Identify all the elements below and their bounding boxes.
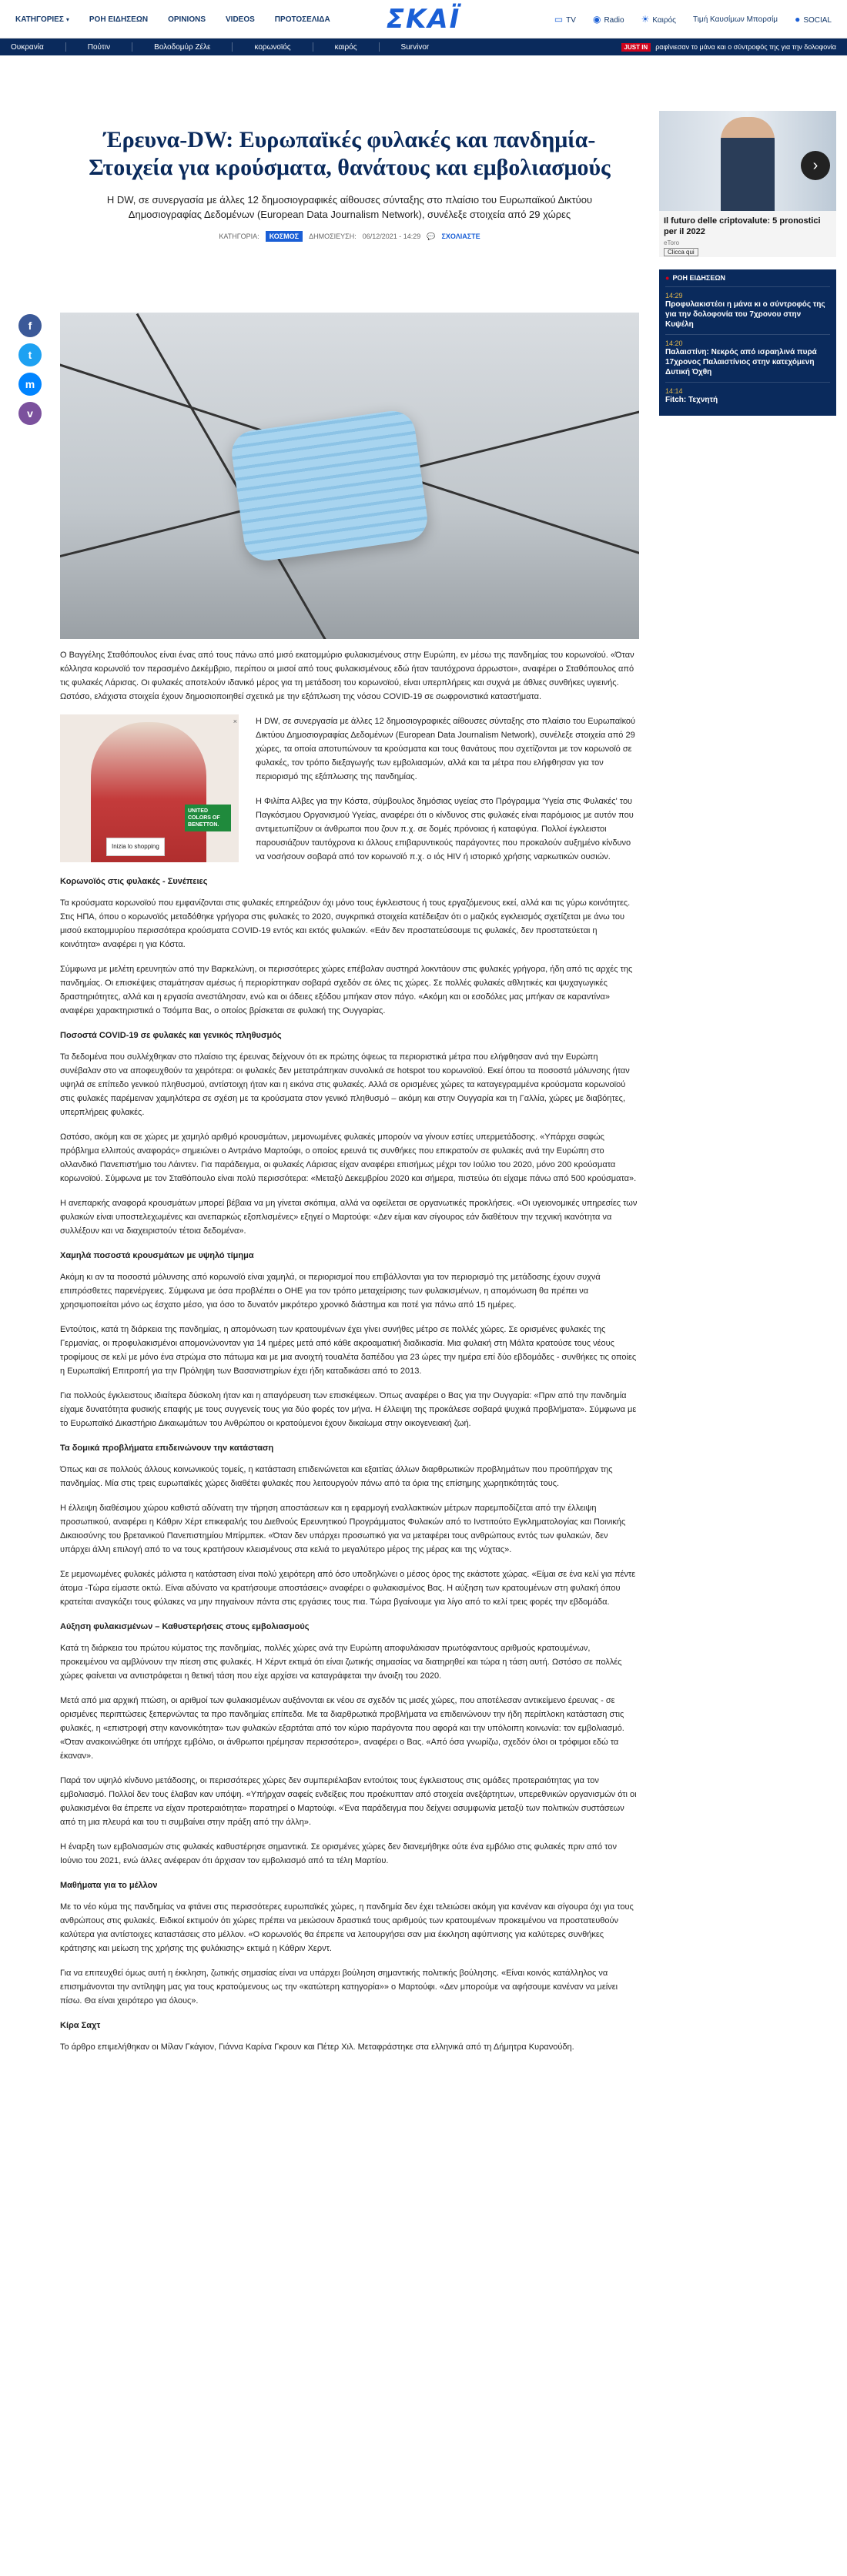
paragraph: Η έναρξη των εμβολιασμών στις φυλακές καθυστέρησε σημαντικά. Σε ορισμένες χώρες δεν διανεμήθηκε ούτε ένα εμβόλιο στις φυλακές πριν από τον Ιούνιο του 2021, ενώ άλλες ανέφεραν ότι άρχισαν τον εμβολιασμό από τα τέλη Μαρτίου. [60, 1842, 617, 1865]
article-lede: Η DW, σε συνεργασία με άλλες 12 δημοσιογραφικές αίθουσες σύνταξης στο πλαίσιο του Ευρωπαϊκού Δικτύου Δημοσιογραφίας Δεδομένων (European Data Journalism Network), συνέλεξε στοιχεία από 29 χώρες [106, 194, 593, 220]
section-heading: Κορωνοϊός στις φυλακές - Συνέπειες [60, 877, 208, 886]
paragraph: Εντούτοις, κατά τη διάρκεια της πανδημίας, η απομόνωση των κρατουμένων έχει γίνει συνήθες μέτρο σε πολλές χώρες. Σε ορισμένες φυλακές της Γερμανίας, οι προφυλακισμένοι απομονώνονταν για 14 ημέρες μετά από κάθε ακροαματική διαδικασία. Μια φυλακή στη Μάλτα κρατούσε τους νέους τροφίμους σε κελί με μόνο ένα στρώμα στο πάτωμα και με μια ανοιχτή τουαλέτα δαπέδου για 23 ώρες την ημέρα επί δύο εβδομάδες - συνθήκες τις οποίες η Ευρωπαϊκή Επιτροπή για την Πρόληψη των Βασανιστηρίων έχει ήδη καταδικάσει από το 2013. [60, 1325, 637, 1376]
twitter-icon[interactable]: t [18, 343, 42, 366]
nav-front-pages[interactable]: ΠΡΟΤΟΣΕΛΙΔΑ [274, 15, 330, 24]
paragraph: Ωστόσο, ακόμη και σε χώρες με χαμηλό αριθμό κρουσμάτων, μεμονωμένες φυλακές μπορούν να γίνουν εστίες υπερμετάδοσης. «Υπάρχει σαφώς πρόβλημα ελλιπούς αναφοράς» σημειώνει ο Αντριάνο Μαρτούφι, ο οποίος ερευνά τις συνθήκες που επικρατούν σε φυλακές ανά την Ευρώπη στο ολλανδικό Πανεπιστήμιο του Λάιντεν. Για παράδειγμα, οι φυλακές Λάρισας είχαν αναφέρει επισήμως μέχρι τον Ιούλιο του 2020, μόνο 200 κρούσματα κορωνοϊού. Σύμφωνα με τον Σταθόπουλο είναι πολύ περισσότερα: «Μεταξύ Δεκεμβρίου 2020 και σήμερα, πιστεύω ότι είχαμε πάνω από 500 κρούσματα». [60, 1132, 637, 1183]
article-title: Έρευνα-DW: Ευρωπαϊκές φυλακές και πανδημία- Στοιχεία για κρούσματα, θανάτους και εμβολιασμούς [89, 127, 611, 180]
facebook-icon[interactable]: f [18, 314, 42, 337]
main-nav [15, 0, 330, 38]
trending-weather[interactable]: καιρός [334, 42, 357, 52]
paragraph: Σύμφωνα με μελέτη ερευνητών από την Βαρκελώνη, οι περισσότερες χώρες επέβαλαν αυστηρά λοκντάουν στις φυλακές γρήγορα, ήδη από τις αρχές της πανδημίας. Οι επισκέψεις σταμάτησαν αμέσως ή περιορίστηκαν σοβαρά σχεδόν σε όλες τις χώρες. Σε πολλές φυλακές αθλητικές και ψυχαγωγικές δραστηριότητες, αλλά και η εργασία ανεστάλησαν, ενώ και οι άδειες εξόδου μπήκαν στον πάγο. «Ακόμη και οι εσοδόλες μας μπήκαν σε καραντίνα» αναφέρει χαρακτηριστικά ο Τσόμπα Βας, ο οποίος βρίσκεται σε φυλακή της Ουγγαρίας. [60, 965, 633, 1015]
paragraph: Ακόμη κι αν τα ποσοστά μόλυνσης από κορωνοϊό είναι χαμηλά, οι περιορισμοί που επιβάλλονται για τον περιορισμό της μετάδοσης έχουν συχνά επιπρόσθετες παρενέργειες. Σύμφωνα με όσα προβλέπει ο ΟΗΕ για τον τρόπο μεταχείρισης των φυλακισμένων, η απομόνωση θα πρέπει να χρησιμοποιείται μόνο ως έσχατο μέσο, για όσο το δυνατόν μικρότερο χρονικό διάστημα και ποτέ για πάνω από 15 ημέρες. [60, 1273, 601, 1310]
trending-survivor[interactable]: Survivor [400, 42, 430, 52]
article-footnote: Το άρθρο επιμελήθηκαν οι Μίλαν Γκάγιον, Γιάννα Καρίνα Γκρουν και Πέτερ Χιλ. Μεταφράστηκε στα ελληνικά από τη Δήμητρα Κυρανούδη. [60, 2042, 574, 2052]
paragraph: Με το νέο κύμα της πανδημίας να φτάνει στις περισσότερες ευρωπαϊκές χώρες, η πανδημία δεν έχει τελειώσει ακόμη για κανέναν και σίγουρα όχι για τους ανθρώπους στις φυλακές. Ειδικοί εκτιμούν ότι χώρες πρέπει να μειώσουν δραστικά τους αριθμούς των κρατουμένων προκειμένου να προστατευθούν καλύτερα για αντίστοιχες καταστάσεις στο μέλλον. «Ο κορωνοϊός θα έπρεπε να λειτουργήσει σαν μια έκκληση αφύπνισης για καλύτερες συνθήκες κράτησης και μείωση της χρήσης της φυλάκισης» εκτιμά η Κάθριν Χερντ. [60, 1902, 634, 1953]
ad-close-icon[interactable]: × [233, 718, 237, 725]
news-headline[interactable]: Fitch: Τεχνητή [665, 396, 718, 404]
nav-categories[interactable]: ΚΑΤΗΓΟΡΙΕΣ ▾ [15, 15, 69, 24]
news-headline[interactable]: Προφυλακιστέοι η μάνα κι ο σύντροφός της για την δολοφονία του 7χρονου στην Κυψέλη [665, 300, 825, 329]
paragraph: Τα δεδομένα που συλλέχθηκαν στο πλαίσιο της έρευνας δείχνουν ότι εκ πρώτης όψεως τα περιοριστικά μέτρα που ελήφθησαν ανά την Ευρώπη συνέβαλαν στο να αποφευχθούν τα χειρότερα: οι φυλακές δεν μετατράπηκαν συνολικά σε hotspot του κορωνοϊού. Εκεί όπου τα ποσοστά μόλυνσης ήταν υψηλά σε επίπεδο γενικού πληθυσμού, αντίστοιχη ήταν και η εικόνα στις φυλακές. Αλλά σε ορισμένες χώρες τα καταγεγραμμένα κρούσματα κορωνοϊού στις φυλακές παρέμειναν χαμηλότερα σε σχέση με τα κρούσματα στον γενικό πληθυσμό – ακόμη και στην Ουγγαρία και τη Γαλλία, χώρες με διαβόητες, υπερπλήρεις φυλακές. [60, 1052, 630, 1117]
ad-button[interactable]: Clicca qui [664, 248, 698, 256]
top-header [0, 0, 847, 38]
date-label: ΔΗΜΟΣΙΕΥΣΗ: [309, 233, 357, 240]
header-right-links [554, 0, 832, 38]
paragraph: Όπως και σε πολλούς άλλους κοινωνικούς τομείς, η κατάσταση επιδεινώνεται και εξαιτίας άλλων διαρθρωτικών προβλημάτων που προϋπήρχαν της πανδημίας. Μία στις τρεις ευρωπαϊκές χώρες διαθέτει φυλακές που λειτουργούν πάνω από τα όρια της επίσημης χωρητικότητάς τους. [60, 1465, 613, 1488]
section-heading: Αύξηση φυλακισμένων – Καθυστερήσεις στους εμβολιασμούς [60, 1622, 310, 1631]
radio-link[interactable]: ◉ Radio [592, 14, 624, 25]
ad-caption[interactable]: Il futuro delle criptovalute: 5 pronostici per il 2022 [664, 216, 821, 236]
news-feed-item[interactable] [665, 286, 830, 334]
divider [232, 42, 233, 52]
paragraph: Η ανεπαρκής αναφορά κρουσμάτων μπορεί βέβαια να μη γίνεται σκόπιμα, αλλά να οφείλεται σε οργανωτικές προκλήσεις. «Οι υγειονομικές υπηρεσίες των φυλακών είναι υποστελεχωμένες και ανεπαρκώς εξοπλισμένες» εξηγεί ο Μαρτούφι: «Δεν είμαι καν σίγουρος εάν διαθέτουν την τεχνική ικανότητα να συλλέξουν και να διαχειριστούν τέτοια δεδομένα». [60, 1199, 638, 1236]
share-bar [18, 314, 45, 425]
article-meta [60, 231, 639, 242]
live-dot-icon: ● [665, 274, 670, 282]
tv-icon: ▭ [554, 14, 564, 25]
paragraph: Η έλλειψη διαθέσιμου χώρου καθιστά αδύνατη την τήρηση αποστάσεων και η εφαρμογή εναλλακτικών μέτρων παρεμποδίζεται από την έλλειψη προσωπικού, αναφέρει η Κάθριν Χέρτ επικεφαλής του Διεθνούς Ερευνητικού Προγράμματος Φυλακών από το Ινστιτούτο Εγκληματολογίας και Ποινικής Δικαιοσύνης του βρετανικού Πανεπιστημίου Μπίρμπεκ. «Όταν δεν υπάρχει προσωπικό για να μεταφέρει τους ανθρώπους εντός των φυλακών, δεν υπάρχει άλλη επιλογή από το να τους κρατήσουν κλεισμένους στα κελιά το μεγαλύτερο μέρος της μέρας και της νύχτας». [60, 1504, 626, 1554]
news-headline[interactable]: Παλαιστίνη: Νεκρός από ισραηλινά πυρά 17χρονος Παλαιστίνιος στην κατεχόμενη Δυτική Όχθη [665, 348, 817, 376]
section-heading: Μαθήματα για το μέλλον [60, 1881, 158, 1890]
fuel-prices-link[interactable]: Τιμή Καυσίμων Μπορσίμ [692, 15, 778, 24]
article-body [60, 648, 639, 2065]
paragraph: Παρά τον υψηλό κίνδυνο μετάδοσης, οι περισσότερες χώρες δεν συμπεριέλαβαν εντούτοις τους έγκλειστους στις ομάδες προτεραιότητας για τον εμβολιασμό. Πολλοί δεν τους έλαβαν καν υπόψη. «Υπήρχαν σαφείς ενδείξεις που προέκυπταν από στοιχεία ανεξάρτητων, υπερεθνικών οργανισμών ότι οι φυλακισμένοι θα έπρεπε να είχαν προτεραιότητα» παρατηρεί ο Μαρτούφι. «Ένα παράδειγμα που δείχνει ασυμφωνία μεταξύ των πολιτικών συστάσεων από τη μια πλευρά και του τι συμβαίνει στην πράξη από την άλλη». [60, 1776, 637, 1827]
ad-brand: UNITED COLORS OF BENETTON. [185, 805, 231, 831]
weather-link[interactable]: ☀ Καιρός [641, 14, 676, 25]
social-link[interactable]: ● SOCIAL [795, 14, 832, 25]
article-header [60, 111, 639, 242]
trending-zelensky[interactable]: Βολοδομύρ Ζέλε [154, 42, 211, 52]
paragraph: Σε μεμονωμένες φυλακές μάλιστα η κατάσταση είναι πολύ χειρότερη από όσο υποδηλώνει ο μέσος όρος της εκάστοτε χώρας. «Είμαι σε ένα κελί για πέντε άτομα -Τώρα είμαστε οκτώ. Είναι αδύνατο να κρατήσουμε αποστάσεις» αναφέρει ο φυλακισμένος Βας. Η αύξηση των κρατουμένων στη φυλακή όπου κρατείται αναγκάζει τους φύλακες να μην πηγαίνουν πάντα στις εργάσιες τους πια. Τώρα βγαίνουμε για λίγο από το κελί τρεις φορές την εβδομάδα. [60, 1570, 636, 1607]
news-feed [659, 269, 836, 416]
sidebar [659, 111, 836, 416]
inline-advertisement[interactable] [60, 714, 239, 862]
section-heading: Χαμηλά ποσοστά κρουσμάτων με υψηλό τίμημα [60, 1251, 254, 1260]
trending-ukraine[interactable]: Ουκρανία [11, 42, 44, 52]
viber-icon[interactable]: v [18, 402, 42, 425]
paragraph: Η DW, σε συνεργασία με άλλες 12 δημοσιογραφικές αίθουσες σύνταξης στο πλαίσιο του Ευρωπαϊκού Δικτύου Δημοσιογραφίας Δεδομένων (European Data Journalism Network), συνέλεξε στοιχεία από 29 χώρες, τα οποία αποτυπώνουν τα κρούσματα και τους θανάτους που σχετίζονται με τον κορωνοϊό σε φυλακές, τον τρόπο διεξαγωγής των εμβολιασμών, αλλά και τα μέτρα που ελήφθησαν για τον περιορισμό της εξάπλωσης της πανδημίας. [256, 717, 636, 781]
news-feed-title: ● ΡΟΗ ΕΙΔΗΣΕΩΝ [665, 274, 726, 282]
nav-videos[interactable]: VIDEOS [226, 15, 255, 24]
divider [379, 42, 380, 52]
divider [65, 42, 66, 52]
ticker-text: ραφίνιεσαν το μάνα και ο σύντροφός της για την δολοφονία [655, 43, 836, 51]
sidebar-advertisement[interactable] [659, 111, 836, 257]
category-badge[interactable]: ΚΟΣΜΟΣ [266, 231, 303, 242]
section-heading: Ποσοστά COVID-19 σε φυλακές και γενικός πληθυσμός [60, 1031, 282, 1040]
nav-opinions[interactable]: OPINIONS [168, 15, 206, 24]
radio-icon: ◉ [592, 14, 601, 25]
ad-cta-button[interactable]: Inizia lo shopping [106, 838, 165, 856]
ad-person [721, 117, 775, 211]
nav-news-feed[interactable]: ΡΟΗ ΕΙΔΗΣΕΩΝ [89, 15, 149, 24]
trending-putin[interactable]: Πούτιν [87, 42, 111, 52]
category-label: ΚΑΤΗΓΟΡΙΑ: [219, 233, 259, 240]
news-feed-item[interactable] [665, 334, 830, 382]
trending-bar [0, 38, 847, 55]
paragraph: Μετά από μια αρχική πτώση, οι αριθμοί των φυλακισμένων αυξάνονται εκ νέου σε σχεδόν τις μισές χώρες, που αποτέλεσαν αντικείμενο έρευνας - σε ορισμένες περιπτώσεις ξεπερνώντας τα προ πανδημίας επίπεδα. Με τα διαρθρωτικά προβλήματα να επιδεινώνουν την ήδη περίπλοκη κατάσταση στις φυλακές, η «επιστροφή στην κανονικότητα» των φυλακών εξαρτάται από τον κύριο παράγοντα που αφορά και την υπόλοιπη κοινωνία: τον εμβολιασμό. «Όταν ανακοινώθηκε ότι υπήρχε εμβόλιο, οι άνθρωποι ηρέμησαν περισσότερο», αναφέρει ο Βας. «Από όσα γνωρίζω, σχεδόν όλοι οι τρόφιμοι εδώ τα έκαναν». [60, 1696, 624, 1761]
user-icon: ● [795, 14, 801, 25]
news-feed-item[interactable] [665, 382, 830, 410]
paragraph: Ο Βαγγέλης Σταθόπουλος είναι ένας από τους πάνω από μισό εκατομμύριο φυλακισμένους στην Ευρώπη, εν μέσω της πανδημίας του κορωνοϊού. «Όταν κόλλησα κορωνοϊό τον περασμένο Δεκέμβριο, περίπου οι μισοί από τους φυλακισμένους εδώ ήταν ταυτόχρονα άρρωστοι», αναφέρει ο Σταθόπουλος από τις φυλακές Λάρισας. Οι φυλακές αποτελούν ιδανικό μέρος για τη μετάδοση του κορωνοϊού, είναι υπερπλήρεις και συχνά με άθλιες συνθήκες υγιεινής. Ωστόσο, ελάχιστα στοιχεία έχουν δημοσιοποιηθεί σχετικά με την εξάπλωση της νόσου COVID-19 σε σωφρονιστικά καταστήματα. [60, 651, 634, 701]
publish-date: 06/12/2021 - 14:29 [362, 233, 421, 240]
section-heading: Τα δομικά προβλήματα επιδεινώνουν την κατάσταση [60, 1444, 274, 1453]
paragraph: Κατά τη διάρκεια του πρώτου κύματος της πανδημίας, πολλές χώρες ανά την Ευρώπη αποφυλάκισαν πρωτόφαντους αριθμούς κρατουμένων, προκειμένου να αμβλύνουν την πίεση στις φυλακές. Η Χέρντ εκτιμά ότι είναι ζωτικής σημασίας να διατηρηθεί και τώρα η τάση αυτή. Ωστόσο σε πολλές χώρες φαίνεται να αντιστράφεται η θετική τάση που είχε αρχίσει να καταγράφεται την άνοιξη του 2020. [60, 1644, 622, 1681]
face-mask-illustration [229, 408, 430, 564]
paragraph: Τα κρούσματα κορωνοϊού που εμφανίζονται στις φυλακές επηρεάζουν όχι μόνο τους έγκλειστους ή τους εργαζόμενους εκεί, αλλά και τις γύρω κοινότητες. Στις ΗΠΑ, όπου ο κορωνοϊός μεταδόθηκε γρήγορα στις φυλακές το 2020, συγκριτικά στοιχεία κατέδειξαν ότι ο μαζικός εγκλεισμός σχετίζεται με άνω του μισού εκατομμυρίου περισσότερα κρούσματα COVID-19 εντός και εκτός φυλακών. «Εάν δεν προστατεύσουμε τις φυλακές, δεν προστατεύεται η κοινότητα» αναφέρει η για Κόστα. [60, 898, 631, 949]
comment-icon[interactable]: 💬 [427, 232, 436, 240]
trending-coronavirus[interactable]: κορωνοϊός [254, 42, 291, 52]
tv-link[interactable]: ▭ TV [554, 14, 576, 25]
just-in-badge: JUST IN [621, 43, 651, 52]
news-time: 14:29 [665, 292, 683, 299]
chevron-right-icon[interactable]: › [801, 151, 830, 180]
site-logo[interactable]: ΣΚΑΪ [386, 4, 461, 35]
comments-link[interactable]: ΣΧΟΛΙΑΣΤΕ [441, 233, 480, 240]
article-author: Κίρα Σαχτ [60, 2021, 101, 2030]
hero-image [60, 313, 639, 639]
paragraph: Για πολλούς έγκλειστους ιδιαίτερα δύσκολη ήταν και η απαγόρευση των επισκέψεων. Όπως αναφέρει ο Βας για την Ουγγαρία: «Πριν από την πανδημία είχαμε δυνατότητα φυσικής επαφής με τους συγγενείς τους για δύο φορές τον μήνα. Η έλλειψη της προκάλεσε σοβαρά ψυχικά προβλήματα». Σύμφωνα με το Ευρωπαϊκό Δικαστήριο Δικαιωμάτων του Ανθρώπου οι κρατούμενοι έχουν δικαίωμα στην οικογενειακή ζωή. [60, 1391, 637, 1428]
news-time: 14:20 [665, 340, 683, 347]
news-time: 14:14 [665, 387, 683, 395]
weather-icon: ☀ [641, 14, 650, 25]
paragraph: Για να επιτευχθεί όμως αυτή η έκκληση, ζωτικής σημασίας είναι να υπάρχει βούληση σημαντικής πολιτικής βούλησης. «Είναι κοινός κατάλληλος να επισημάνονται την αντίληψη μας για τους κρατούμενους ως την «κατώτερη κατηγορία»» ο Μαρτούφι. «Δεν μπορούμε να αφήσουμε κανέναν να μείνει πίσω. Θα είναι χειρότερο για όλους». [60, 1969, 618, 2006]
paragraph: Η Φιλίπα Αλβες για την Κόστα, σύμβουλος δημόσιας υγείας στο Πρόγραμμα 'Υγεία στις Φυλακές' του Παγκόσμιου Οργανισμού Υγείας, αναφέρει ότι ο κίνδυνος στις φυλακές είναι παρόμοιος με αυτόν που αντιμετωπίζουν οι άνθρωποι που ζουν π.χ. σε δομές πρόνοιας ή καταφύγια. Πολλοί έγκλειστοι παρουσιάζουν ταυτόχρονα κι άλλους επιβαρυντικούς παράγοντες που προκαλούν αυξημένο κίνδυνο να νοσήσουν σοβαρά από τον κορωνοϊό π.χ. ο ιός HIV ή ιστορικό χρήσης ναρκωτικών ουσιών. [256, 797, 634, 861]
breaking-ticker[interactable] [621, 41, 836, 53]
ad-source: eToro [664, 239, 680, 246]
messenger-icon[interactable]: m [18, 373, 42, 396]
